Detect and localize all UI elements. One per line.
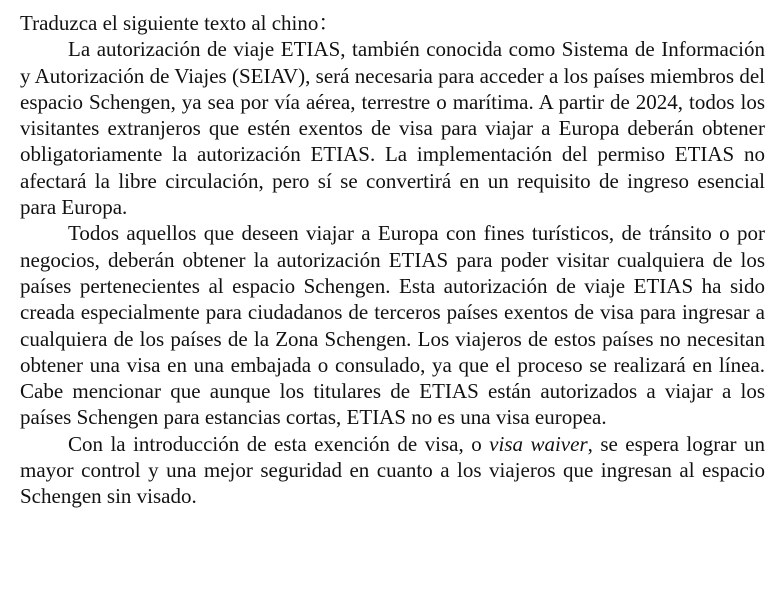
- paragraph-visa-waiver-text-after: , se espera lograr un mayor control y una mejor seguridad en cuanto a los viajeros que ingresan al espacio Schengen sin visado.: [20, 431, 766, 509]
- paragraph-etias-requirements: Todos aquellos que deseen viajar a Europa con fines turísticos, de tránsito o por negocios, deberán obtener la autorización ETIAS para poder visitar cualquiera de los países pertenecientes al espacio Schengen. Esta autorización de viaje ETIAS ha sido creada especialmente para ciudadanos de terceros países exentos de visa para ingresar a cualquiera de los países de la Zona Schengen. Los viajeros de estos países no necesitan obtener una visa en una embajada o consulado, ya que el proceso se realizará en línea. Cabe mencionar que aunque los titulares de ETIAS están autorizados a viajar a los países Schengen para estancias cortas, ETIAS no es una visa europea.: [20, 221, 765, 430]
- instruction-line: Traduzca el siguiente texto al chino：: [20, 11, 340, 35]
- paragraph-etias-intro: La autorización de viaje ETIAS, también conocida como Sistema de Información y Autorización de Viajes (SEIAV), será necesaria para acceder a los países miembros del espacio Schengen, ya sea por vía aérea, terrestre o marítima. A partir de 2024, todos los visitantes extranjeros que estén exentos de visa para viajar a Europa deberán obtener obligatoriamente la autorización ETIAS. La implementación del permiso ETIAS no afectará la libre circulación, pero sí se convertirá en un requisito de ingreso esencial para Europa.: [20, 37, 765, 220]
- paragraph-visa-waiver: [20, 431, 765, 510]
- visa-waiver-italic-term: visa waiver: [489, 431, 588, 456]
- paragraph-visa-waiver-text-before: Con la introducción de esta exención de visa, o: [68, 431, 490, 456]
- document-body: [20, 10, 765, 510]
